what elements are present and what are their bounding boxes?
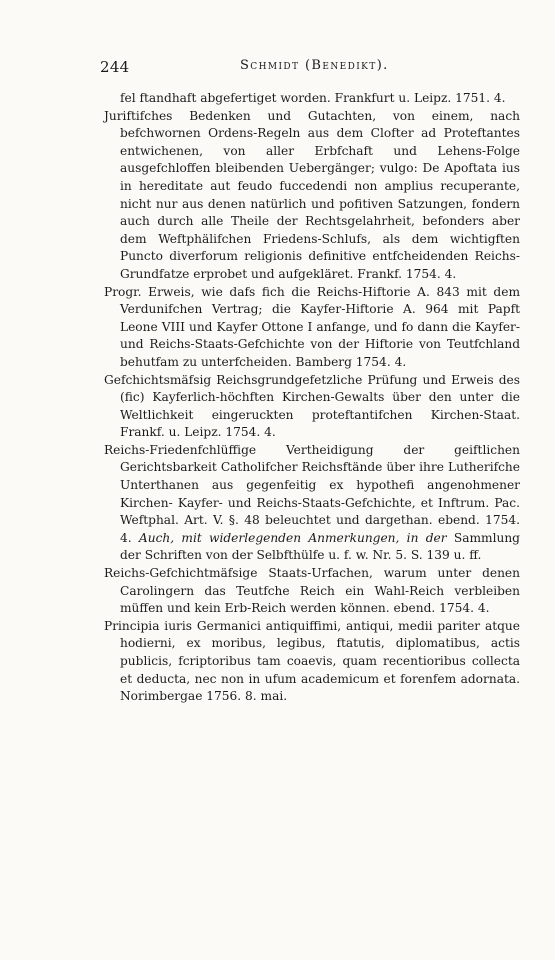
- running-head: [100, 58, 520, 78]
- bibliography-list: [104, 90, 520, 706]
- entry-text: Sammlung der Schriften von der Selbfthülfe u. f. w. Nr. 5. S. 139 u. ff.: [120, 530, 520, 563]
- entry-italic-note: Auch, mit widerlegenden Anmerkungen, in der: [138, 530, 447, 545]
- entry-text: Reichs-Friedenfchlüffige Vertheidigung der geiftlichen Gerichtsbarkeit Catholifcher Reichsftände über ihre Lutherifche Unterthanen aus gegenfeitig ex hypothefi angenohmener Kirchen- Kayfer- und Reichs-Staats-Gefchichte, et Inftrum. Pac. Weftphal. Art. V. §. 48 beleuchtet und dargethan. ebend. 1754. 4.: [104, 442, 520, 545]
- bibliography-entry: Reichs-Gefchichtmäfsige Staats-Urfachen, warum unter denen Carolingern das Teutfche Reich ein Wahl-Reich verbleiben müffen und kein Erb-Reich werden können. ebend. 1754. 4.: [104, 566, 520, 616]
- bibliography-entry: Principia iuris Germanici antiquiffimi, antiqui, medii pariter atque hodierni, ex moribus, legibus, ftatutis, diplomatibus, actis publicis, fcriptoribus tam coaevis, quam recentioribus collecta et deducta, nec non in ufum academicum et forenfem adornata. Norimbergae 1756. 8. mai.: [104, 618, 520, 704]
- bibliography-entry: Gefchichtsmäfsig Reichsgrundgefetzliche Prüfung und Erweis des (fic) Kayferlich-höchften Kirchen-Gewalts über den unter die Weltlichkeit eingeruckten proteftantifchen Kirchen-Staat. Frankf. u. Leipz. 1754. 4.: [104, 372, 520, 440]
- bibliography-entry: [104, 442, 520, 565]
- bibliography-entry: Progr. Erweis, wie dafs fich die Reichs-Hiftorie A. 843 mit dem Verdunifchen Vertrag; die Kayfer-Hiftorie A. 964 mit Papft Leone VIII und Kayfer Ottone I anfange, und fo dann die Kayfer- und Reichs-Staats-Gefchichte von der Hiftorie von Teutfchland behutfam zu unterfcheiden. Bamberg 1754. 4.: [104, 284, 520, 369]
- running-head-title: Schmidt (Benedikt).: [240, 58, 389, 73]
- bibliography-entry: Juriftifches Bedenken und Gutachten, von einem, nach befchwornen Ordens-Regeln aus dem Clofter ad Proteftantes entwichenen, von aller Erbfchaft und Lehens-Folge ausgefchloffen bleibenden Uebergänger; vulgo: De Apoftata ius in hereditate aut feudo fuccedendi non amplius recuperante, nicht nur aus denen natürlich und pofitiven Satzungen, fondern auch durch alle Theile der Rechtsgelahrheit, befonders aber dem Weftphälifchen Friedens-Schlufs, als dem wichtigften Puncto diverforum religionis definitive entfcheidenden Reichs-Grundfatze erprobet und aufgekläret. Frankf. 1754. 4.: [104, 108, 520, 281]
- page-number: 244: [100, 58, 130, 76]
- bibliography-entry-continuation: fel ftandhaft abgefertiget worden. Frankfurt u. Leipz. 1751. 4.: [120, 91, 506, 105]
